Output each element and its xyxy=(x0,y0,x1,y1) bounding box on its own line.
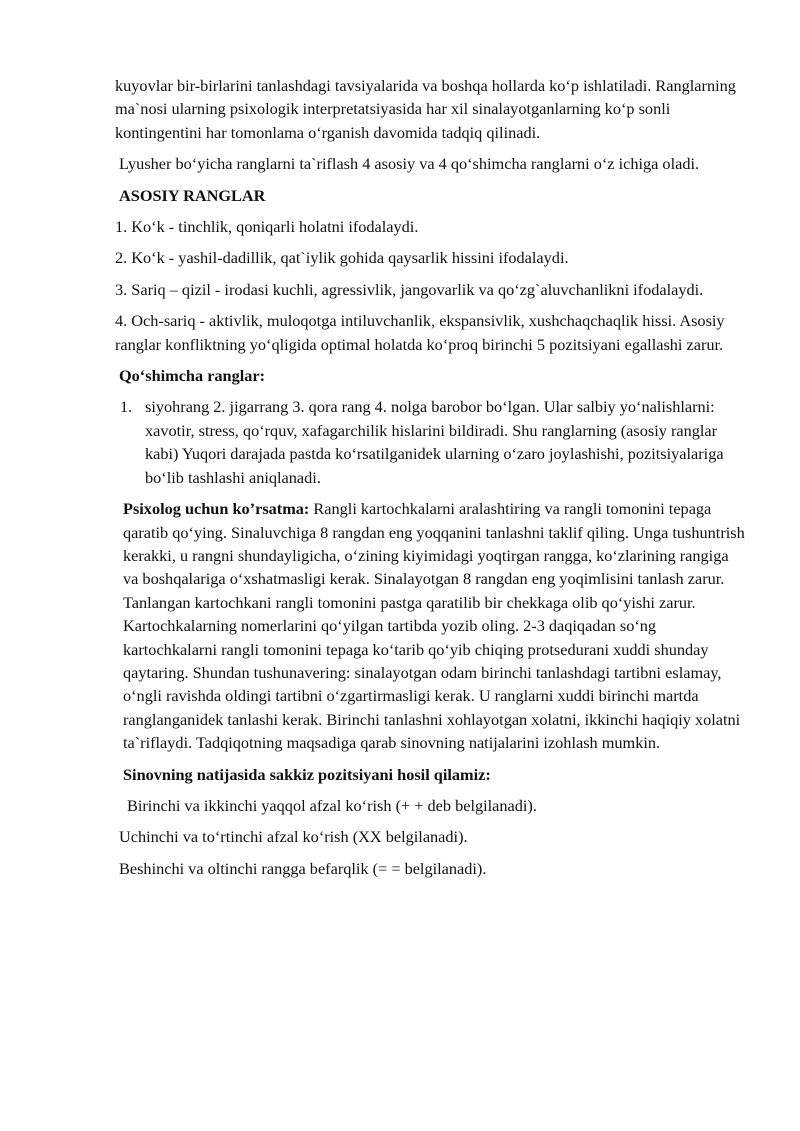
color-item-3: 3. Sariq – qizil - irodasi kuchli, agressivlik, jangovarlik va qo‘zg`aluvchanlikni ifodalaydi. xyxy=(115,279,704,299)
extra-colors-heading: Qo‘shimcha ranglar: xyxy=(119,366,266,386)
list-number: 1. xyxy=(120,397,133,417)
result-line-2: Uchinchi va to‘rtinchi afzal ko‘rish (XX belgilanadi). xyxy=(119,827,468,847)
list-item xyxy=(115,395,747,489)
intro-paragraph: kuyovlar bir-birlarini tanlashdagi tavsiyalarida va boshqa hollarda ko‘p ishlatiladi. Ranglarning ma`nosi ularning psixologik interpretatsiyasida har xil sinalayotganlarning ko‘p sonli kontingentini har tomonlama o‘rganish davomida tadqiq qilinadi. xyxy=(115,76,736,142)
main-colors-heading: ASOSIY RANGLAR xyxy=(119,185,266,205)
luscher-paragraph: Lyusher bo‘yicha ranglarni ta`riflash 4 asosiy va 4 qo‘shimcha ranglarni o‘z ichiga oladi. xyxy=(119,154,700,174)
instructions-paragraph xyxy=(123,497,747,754)
color-item-4: 4. Och-sariq - aktivlik, muloqotga intiluvchanlik, ekspansivlik, xushchaqchaqlik hissi. Asosiy ranglar konfliktning yo‘qligida optimal holatda ko‘proq birinchi 5 pozitsiyani egallashi zarur. xyxy=(115,311,725,354)
document-page xyxy=(115,74,747,888)
result-line-3: Beshinchi va oltinchi rangga befarqlik (= = belgilanadi). xyxy=(119,858,487,878)
color-item-2: 2. Ko‘k - yashil-dadillik, qat`iylik gohida qaysarlik hissini ifodalaydi. xyxy=(115,248,569,268)
instructions-label: Psixolog uchun ko’rsatma: xyxy=(123,499,310,519)
list-item-text: siyohrang 2. jigarrang 3. qora rang 4. nolga barobor bo‘lgan. Ular salbiy yo‘nalishlarni: xavotir, stress, qo‘rquv, xafagarchilik hislarini bildiradi. Shu ranglarning (asosiy ranglar kabi) Yuqori darajada pastda ko‘rsatilganidek ularning o‘zaro joylashishi, pozitsiyalariga bo‘lib tashlashi aniqlanadi. xyxy=(145,397,724,487)
results-heading: Sinovning natijasida sakkiz pozitsiyani hosil qilamiz: xyxy=(123,764,491,784)
result-line-1: Birinchi va ikkinchi yaqqol afzal ko‘rish (+ + deb belgilanadi). xyxy=(127,795,537,815)
color-item-1: 1. Ko‘k - tinchlik, qoniqarli holatni ifodalaydi. xyxy=(115,217,419,237)
extra-colors-list xyxy=(115,395,747,489)
instructions-text: Rangli kartochkalarni aralashtiring va rangli tomonini tepaga qaratib qo‘ying. Sinaluvchiga 8 rangdan eng yoqqanini tanlashni taklif qiling. Unga tushuntrish kerakki, u rangni shundayligicha, o‘zining kiyimidagi yoqtirgan rangga, ko‘zlarining rangiga va boshqalariga o‘xshatmasligi kerak. Sinalayotgan 8 rangdan eng yoqimlisini tanlash zarur. Tanlangan kartochkani rangli tomonini pastga qaratilib bir chekkaga olib qo‘yishi zarur. Kartochkalarning nomerlarini qo‘yilgan tartibda yozib oling. 2-3 daqiqadan so‘ng kartochkalarni rangli tomonini tepaga ko‘tarib qo‘yib chiqing protsedurani xuddi shunday qaytaring. Shundan tushunavering: sinalayotgan odam birinchi tanlashdagi tartibni eslamay, o‘ngli ravishda oldingi tartibni o‘zgartirmasligi kerak. U ranglarni xuddi birinchi martda ranglanganidek tanlashi kerak. Birinchi tanlashni xohlayotgan xolatni, ikkinchi haqiqiy xolatni ta`riflaydi. Tadqiqotning maqsadiga qarab sinovning natijalarini izohlash mumkin. xyxy=(123,499,745,753)
